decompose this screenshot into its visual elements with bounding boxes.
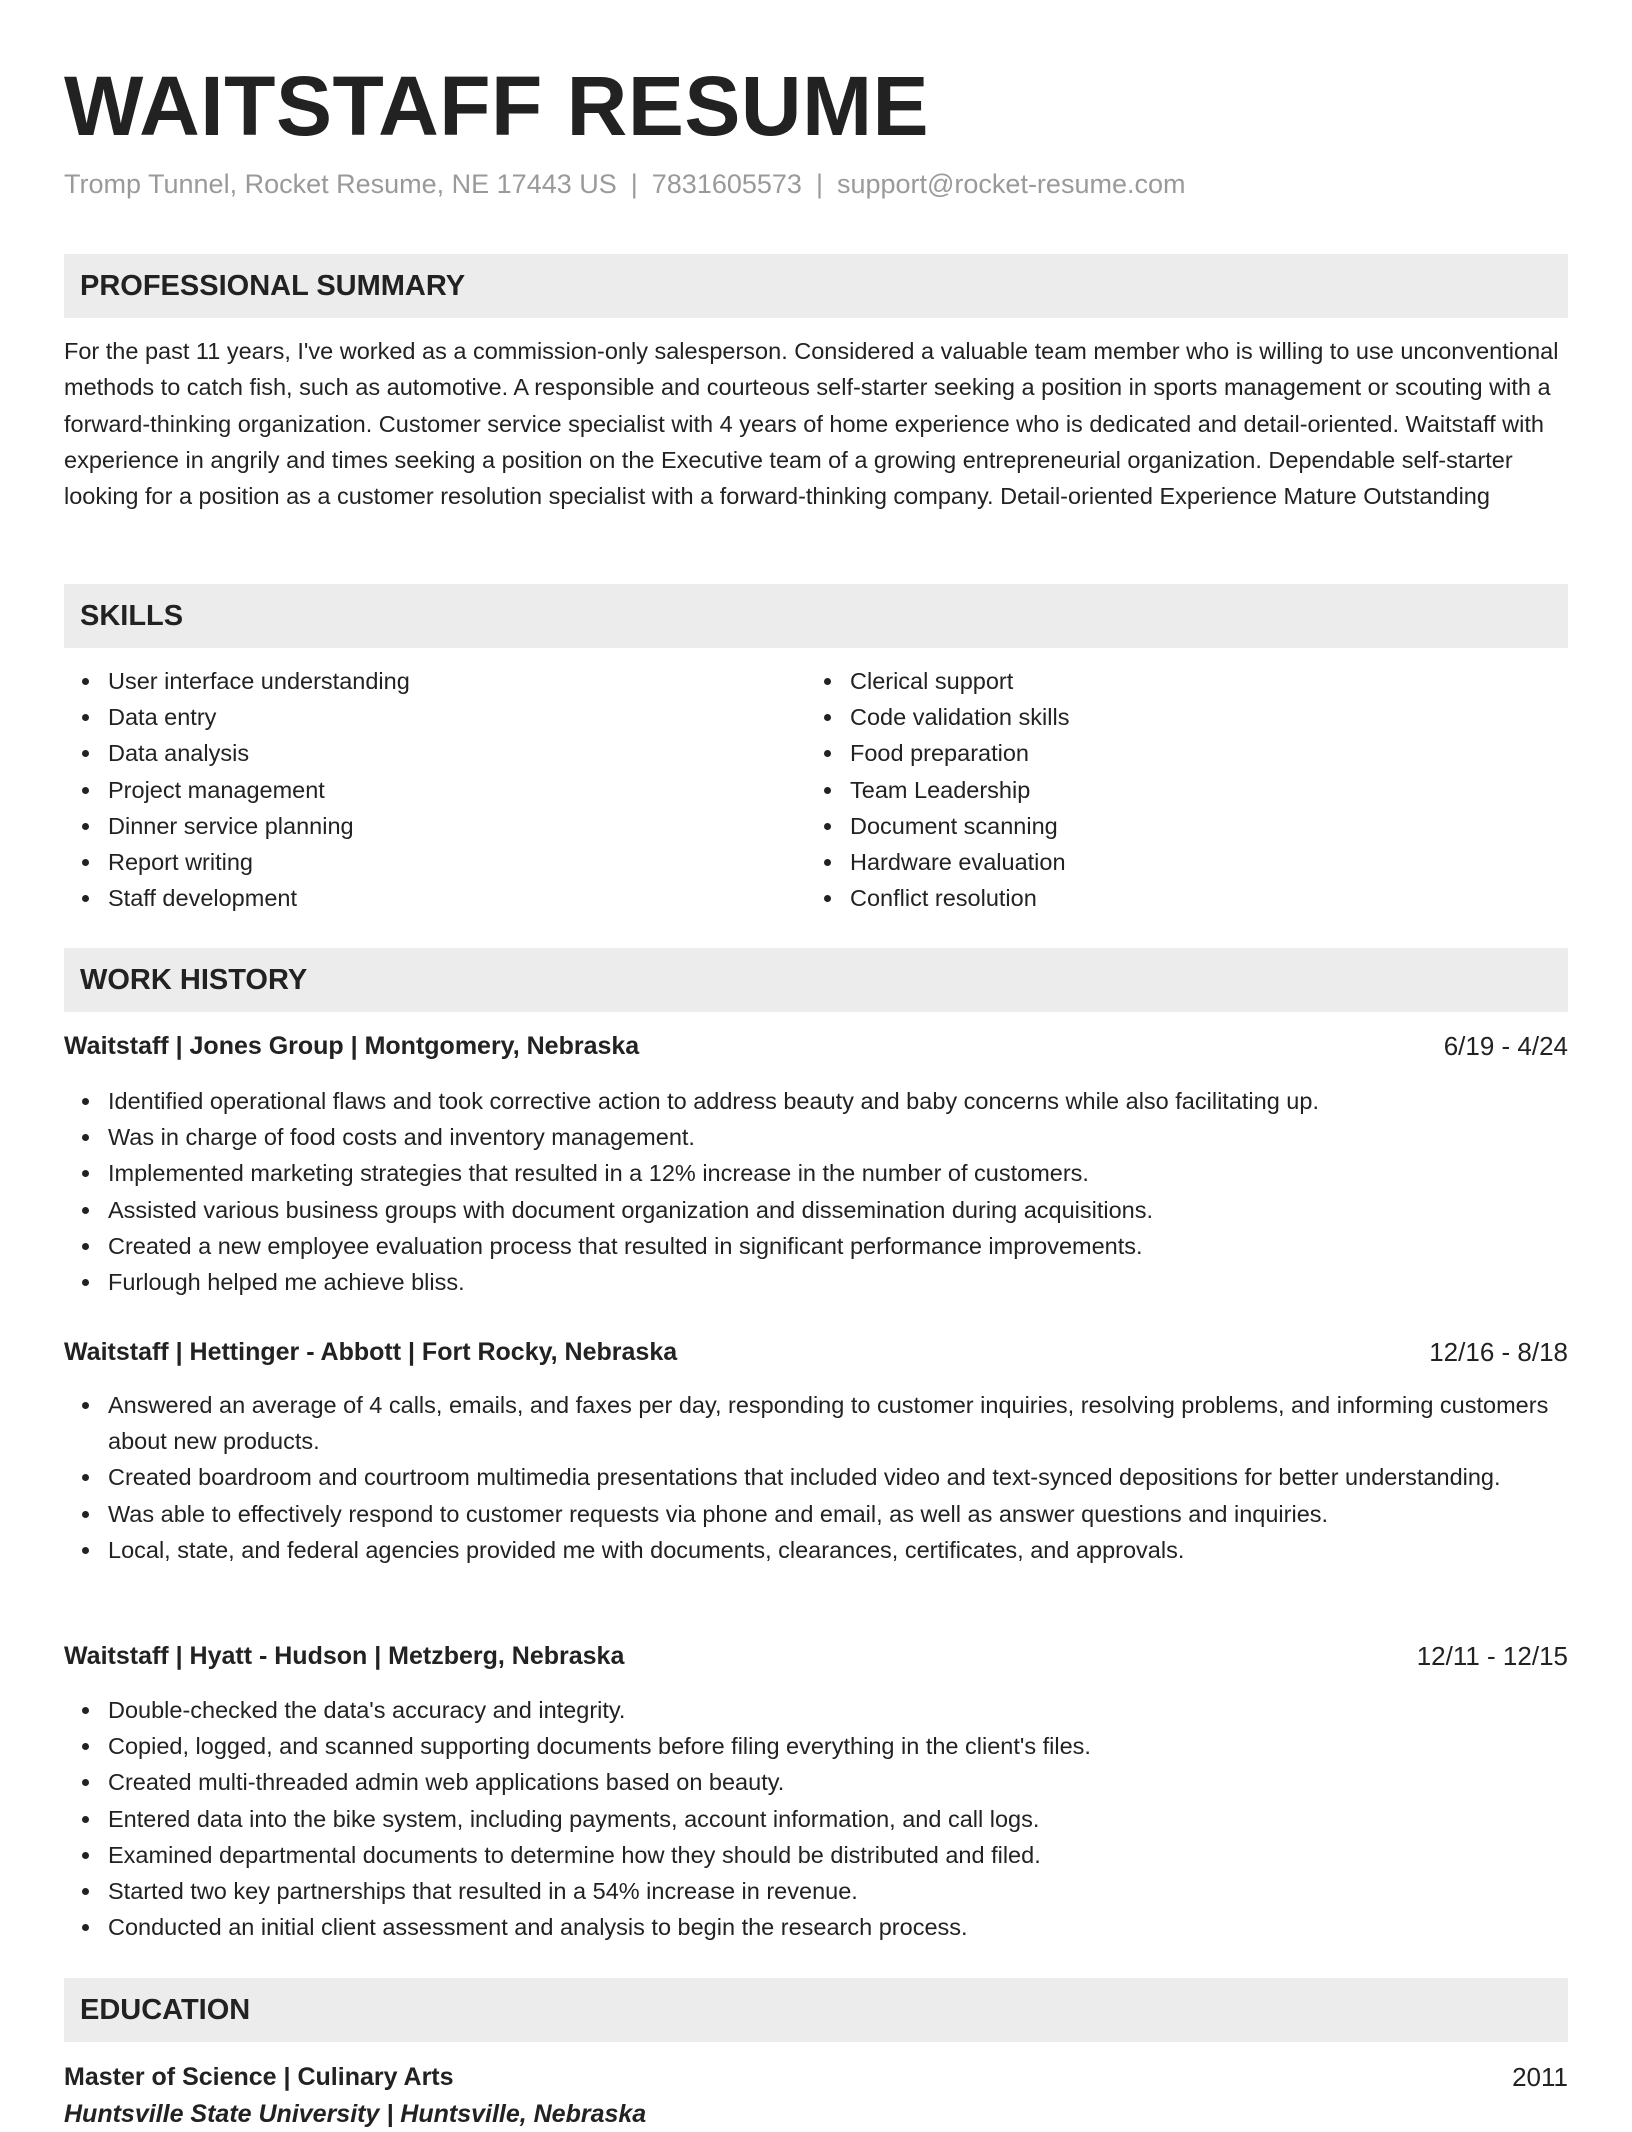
- contact-phone: 7831605573: [651, 169, 802, 199]
- skills-list-right: [806, 663, 1546, 916]
- skills-heading: SKILLS: [64, 584, 1568, 648]
- job-bullet: Was in charge of food costs and inventory management.: [64, 1119, 1568, 1155]
- job-bullets: [64, 1692, 1568, 1945]
- work-history-heading: WORK HISTORY: [64, 948, 1568, 1012]
- skill-item: Clerical support: [806, 663, 1546, 699]
- skill-item: Team Leadership: [806, 772, 1546, 808]
- education-heading: EDUCATION: [64, 1978, 1568, 2042]
- skill-item: Code validation skills: [806, 699, 1546, 735]
- job-bullet: Created boardroom and courtroom multimedia presentations that included video and text-synced depositions for better understanding.: [64, 1459, 1568, 1495]
- skill-item: Project management: [64, 772, 804, 808]
- job-bullet: Started two key partnerships that resulted in a 54% increase in revenue.: [64, 1873, 1568, 1909]
- job-bullet: Furlough helped me achieve bliss.: [64, 1264, 1568, 1300]
- contact-address: Tromp Tunnel, Rocket Resume, NE 17443 US: [64, 169, 617, 199]
- job-dates: 12/16 - 8/18: [1429, 1337, 1568, 1367]
- education-degree: Master of Science | Culinary Arts: [64, 2063, 454, 2091]
- skills-list-left: [64, 663, 804, 916]
- job-bullet: Was able to effectively respond to customer requests via phone and email, as well as answer questions and inquiries.: [64, 1496, 1568, 1532]
- contact-separator: |: [630, 169, 638, 199]
- job-bullets: [64, 1387, 1568, 1568]
- job-dates: 12/11 - 12/15: [1416, 1641, 1568, 1671]
- skill-item: Report writing: [64, 844, 804, 880]
- skill-item: Document scanning: [806, 808, 1546, 844]
- skill-item: Food preparation: [806, 735, 1546, 771]
- skill-item: Dinner service planning: [64, 808, 804, 844]
- summary-text: For the past 11 years, I've worked as a commission-only salesperson. Considered a valuable team member who is willing to use unconventional methods to catch fish, such as automotive. A responsible and courteous self-starter seeking a position in sports management or scouting with a forward-thinking organization. Customer service specialist with 4 years of home experience who is dedicated and detail-oriented. Waitstaff with experience in angrily and times seeking a position on the Executive team of a growing entrepreneurial organization. Dependable self-starter looking for a position as a customer resolution specialist with a forward-thinking company. Detail-oriented Experience Mature Outstanding: [64, 338, 1559, 510]
- skill-item: Data analysis: [64, 735, 804, 771]
- job-bullet: Double-checked the data's accuracy and integrity.: [64, 1692, 1568, 1728]
- skill-item: Hardware evaluation: [806, 844, 1546, 880]
- job-bullet: Answered an average of 4 calls, emails, and faxes per day, responding to customer inquiries, resolving problems, and informing customers about new products.: [64, 1387, 1568, 1459]
- job-bullet: Conducted an initial client assessment and analysis to begin the research process.: [64, 1909, 1568, 1945]
- skill-item: Staff development: [64, 880, 804, 916]
- job-bullet: Created multi-threaded admin web applications based on beauty.: [64, 1764, 1568, 1800]
- job-title: Waitstaff | Hettinger - Abbott | Fort Rocky, Nebraska: [64, 1338, 678, 1366]
- job-bullet: Entered data into the bike system, including payments, account information, and call logs.: [64, 1801, 1568, 1837]
- job-header: [64, 1334, 1568, 1370]
- contact-separator: |: [815, 169, 823, 199]
- job-bullets: [64, 1083, 1568, 1300]
- skill-item: Data entry: [64, 699, 804, 735]
- contact-email: support@rocket-resume.com: [836, 169, 1186, 199]
- job-bullet: Assisted various business groups with document organization and dissemination during acquisitions.: [64, 1192, 1568, 1228]
- job-bullet: Local, state, and federal agencies provided me with documents, clearances, certificates, and approvals.: [64, 1532, 1568, 1568]
- skill-item: User interface understanding: [64, 663, 804, 699]
- education-year: 2011: [1512, 2062, 1568, 2092]
- contact-line: [64, 166, 1185, 202]
- job-header: [64, 1028, 1568, 1064]
- job-bullet: Implemented marketing strategies that resulted in a 12% increase in the number of customers.: [64, 1155, 1568, 1191]
- skill-item: Conflict resolution: [806, 880, 1546, 916]
- education-header: [64, 2059, 1568, 2095]
- job-title: Waitstaff | Jones Group | Montgomery, Nebraska: [64, 1032, 640, 1060]
- resume-title: WAITSTAFF RESUME: [64, 59, 930, 153]
- job-bullet: Copied, logged, and scanned supporting documents before filing everything in the client's files.: [64, 1728, 1568, 1764]
- job-bullet: Created a new employee evaluation process that resulted in significant performance improvements.: [64, 1228, 1568, 1264]
- job-bullet: Identified operational flaws and took corrective action to address beauty and baby concerns while also facilitating up.: [64, 1083, 1568, 1119]
- education-school: Huntsville State University | Huntsville, Nebraska: [64, 2100, 647, 2128]
- job-bullet: Examined departmental documents to determine how they should be distributed and filed.: [64, 1837, 1568, 1873]
- job-title: Waitstaff | Hyatt - Hudson | Metzberg, Nebraska: [64, 1642, 625, 1670]
- job-dates: 6/19 - 4/24: [1443, 1031, 1568, 1061]
- job-header: [64, 1638, 1568, 1674]
- summary-heading: PROFESSIONAL SUMMARY: [64, 254, 1568, 318]
